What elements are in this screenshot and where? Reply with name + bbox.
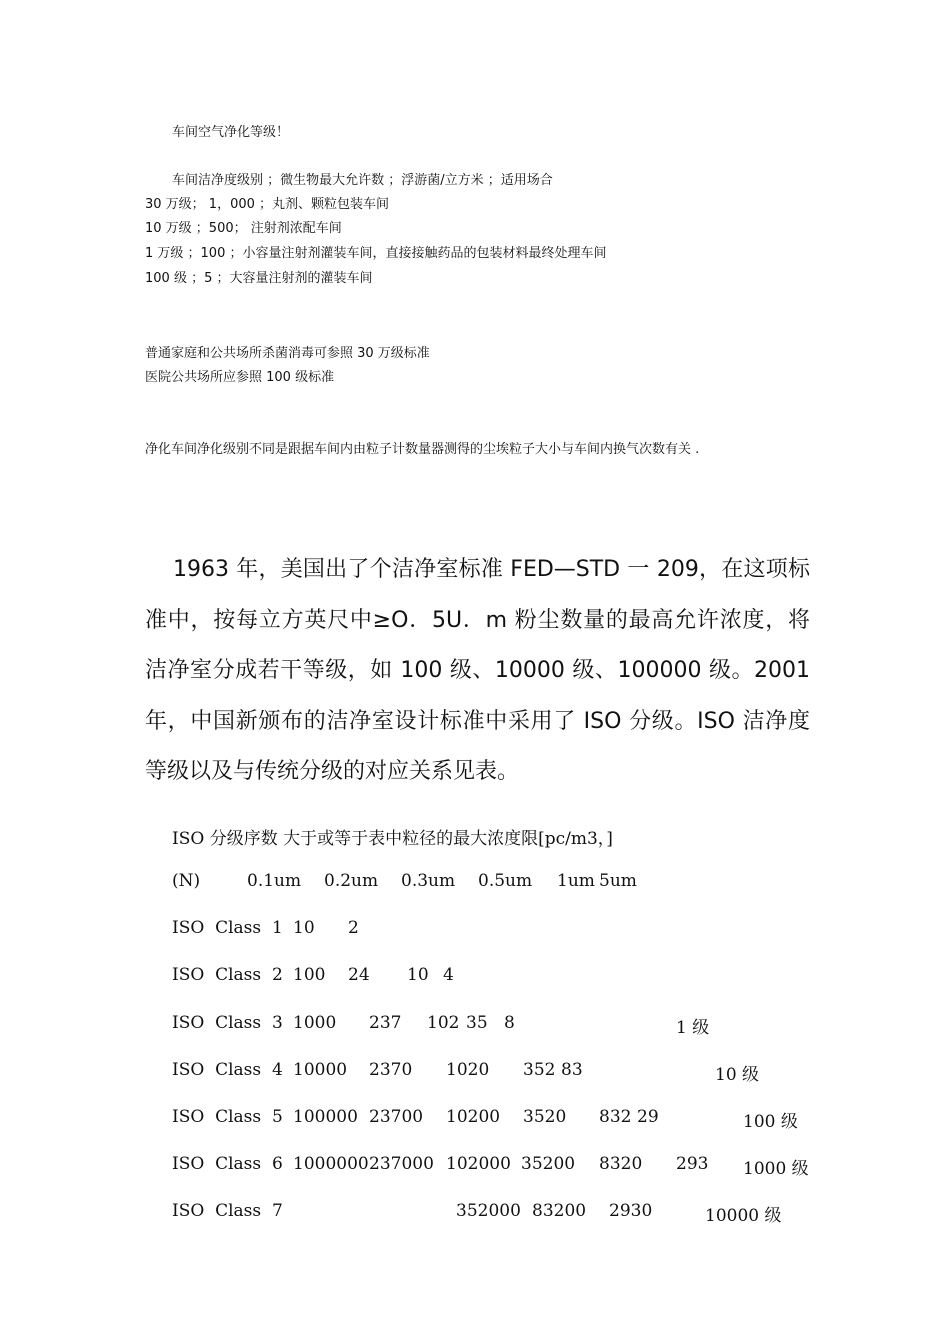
row-label: ISO Class 5 — [172, 1107, 283, 1127]
cell: 2930 — [609, 1201, 653, 1221]
cell: 102000 — [446, 1154, 511, 1174]
column-header: 0.2um — [324, 871, 379, 891]
cell: 352 — [523, 1060, 556, 1080]
row-label: ISO Class 3 — [172, 1013, 283, 1033]
traditional-grade: 10000 级 — [705, 1206, 782, 1226]
cell: 10 — [407, 965, 429, 985]
cell: 3520 — [523, 1107, 567, 1127]
cell: 100 — [293, 965, 326, 985]
cell: 2 — [348, 918, 359, 938]
grade-row: 10 万级 ；500； 注射剂浓配车间 — [145, 221, 342, 236]
traditional-grade: 100 级 — [743, 1112, 798, 1132]
column-header: 0.1um — [247, 871, 302, 891]
grade-row: 1 万级 ；100 ；小容量注射剂灌装车间，直接接触药品的包装材料最终处理车间 — [145, 246, 607, 261]
cell: 4 — [443, 965, 454, 985]
column-header: 5um — [599, 871, 637, 891]
cell: 352000 — [456, 1201, 521, 1221]
cell: 24 — [348, 965, 370, 985]
cell: 1020 — [446, 1060, 490, 1080]
row-label: ISO Class 2 — [172, 965, 283, 985]
body-paragraph: 1963 年，美国出了个洁净室标准 FED—STD 一 209，在这项标准中，按每立方英尺中≥O．5U．m 粉尘数量的最高允许浓度，将洁净室分成若干等级，如 100 级、10000 级、100000 级。2001 年，中国新颁布的洁净室设计标准中采用了 ISO 分级。ISO 洁净度等级以及与传统分级的对应关系见表。 — [145, 557, 810, 784]
cell: 1000 — [293, 1013, 337, 1033]
cell: 237 — [369, 1013, 402, 1033]
column-header: 0.5um — [478, 871, 533, 891]
row-label: ISO Class 4 — [172, 1060, 283, 1080]
cell: 83 — [561, 1060, 583, 1080]
cell: 237000 — [369, 1154, 434, 1174]
cell: 293 — [676, 1154, 709, 1174]
traditional-grade: 1 级 — [676, 1018, 710, 1038]
cell: 8320 — [599, 1154, 643, 1174]
column-header: (N) — [172, 871, 201, 891]
column-header: 0.3um — [401, 871, 456, 891]
row-label: ISO Class 6 — [172, 1154, 283, 1174]
row-label: ISO Class 7 — [172, 1201, 283, 1221]
cell: 35200 — [521, 1154, 576, 1174]
cell: 10 — [293, 918, 315, 938]
traditional-grade: 10 级 — [715, 1065, 760, 1085]
row-label: ISO Class 1 — [172, 918, 283, 938]
cell: 1000000 — [293, 1154, 369, 1174]
section-title: 车间空气净化等级！ — [172, 125, 290, 140]
cell: 10200 — [446, 1107, 501, 1127]
grade-row: 100 级 ；5 ；大容量注射剂的灌装车间 — [145, 271, 373, 286]
cell: 83200 — [532, 1201, 587, 1221]
grade-table-header: 车间洁净度级别 ；微生物最大允许数 ；浮游菌/立方米 ；适用场合 — [172, 173, 553, 188]
cell: 102 — [427, 1013, 460, 1033]
cell: 29 — [637, 1107, 659, 1127]
iso-table-header: ISO 分级序数 大于或等于表中粒径的最大浓度限[pc/m3，] — [172, 829, 613, 849]
cell: 10000 — [293, 1060, 348, 1080]
cell: 23700 — [369, 1107, 424, 1127]
cell: 832 — [599, 1107, 632, 1127]
note-line: 医院公共场所应参照 100 级标准 — [145, 370, 335, 385]
grade-row: 30 万级； 1，000 ；丸剂、颗粒包装车间 — [145, 197, 390, 212]
cell: 2370 — [369, 1060, 413, 1080]
column-header: 1um — [557, 871, 595, 891]
traditional-grade: 1000 级 — [743, 1159, 809, 1179]
note-line: 净化车间净化级别不同是跟据车间内由粒子计数量器测得的尘埃粒子大小与车间内换气次数有关 . — [145, 442, 700, 457]
cell: 100000 — [293, 1107, 358, 1127]
cell: 35 — [466, 1013, 488, 1033]
note-line: 普通家庭和公共场所杀菌消毒可参照 30 万级标准 — [145, 346, 430, 361]
cell: 8 — [504, 1013, 515, 1033]
